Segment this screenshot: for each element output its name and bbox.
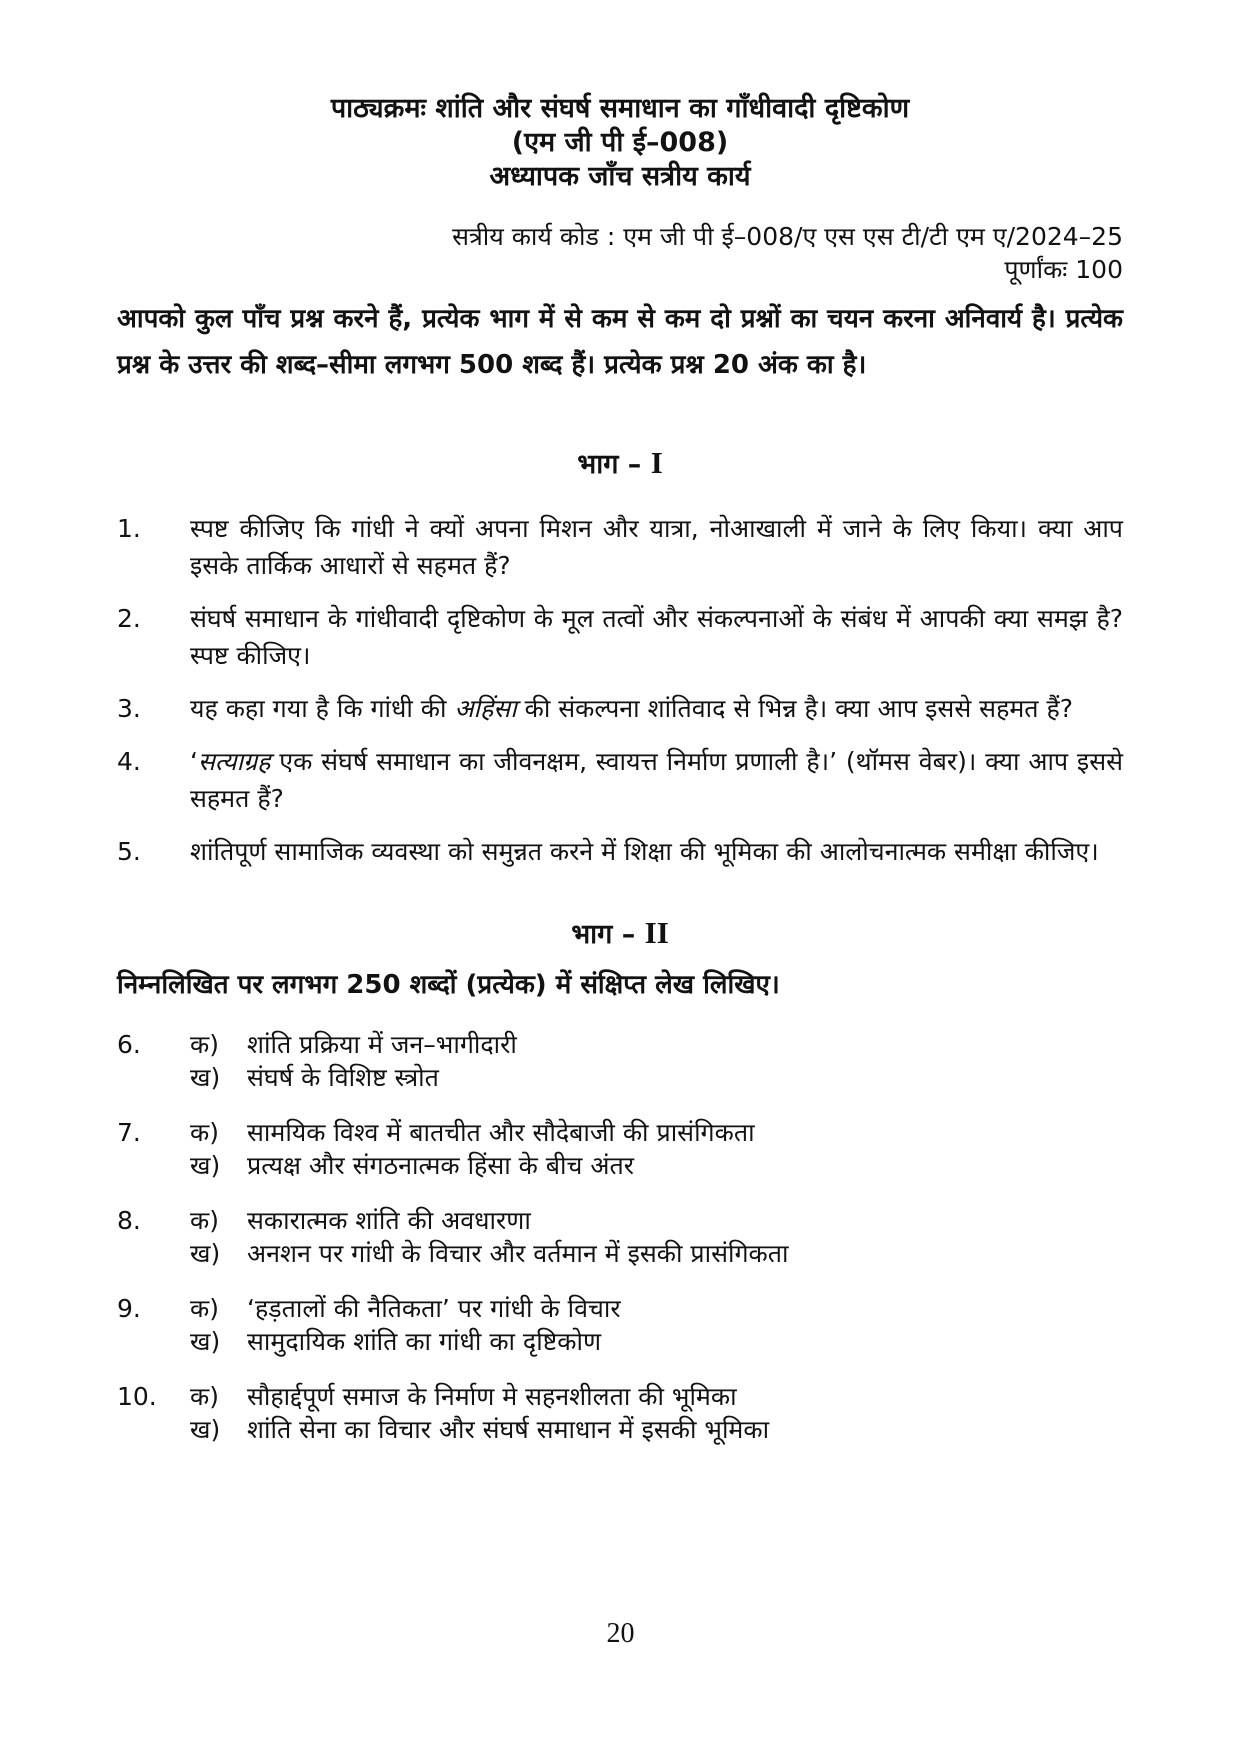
question-text — [190, 600, 1123, 674]
assignment-type-title: अध्यापक जाँच सत्रीय कार्य — [489, 161, 751, 192]
question-item — [117, 1380, 1123, 1446]
sub-question-text: प्रत्यक्ष और संगठनात्मक हिंसा के बीच अंतर — [247, 1151, 634, 1180]
page-number: 20 — [606, 1618, 635, 1649]
question-item — [117, 1028, 1123, 1094]
part1-heading-numeral: I — [650, 445, 663, 480]
part1-heading-label: भाग – — [577, 449, 651, 480]
question-text — [190, 510, 1123, 584]
question-item — [117, 600, 1123, 674]
sub-question-letter: क) — [190, 1030, 219, 1059]
question-item — [117, 833, 1123, 870]
question-text-segment: शांतिपूर्ण सामाजिक व्यवस्था को समुन्नत करने में शिक्षा की भूमिका की आलोचनात्मक समीक्षा कीजिए। — [190, 837, 1099, 866]
sub-question-item — [190, 1116, 1123, 1149]
course-title: पाठ्यक्रमः शांति और संघर्ष समाधान का गाँधीवादी दृष्टिकोण — [330, 93, 910, 124]
sub-question-group — [190, 1028, 1123, 1094]
general-instructions: आपको कुल पाँच प्रश्न करने हैं, प्रत्येक भाग में से कम से कम दो प्रश्नों का चयन करना अनिवार्य है। प्रत्येक प्रश्न के उत्तर की शब्द–सीमा लगभग 500 शब्द हैं। प्रत्येक प्रश्न 20 अंक का है। — [117, 304, 1123, 380]
question-number: 10. — [117, 1382, 157, 1411]
question-item — [117, 690, 1123, 727]
question-number: 2. — [117, 604, 141, 633]
question-text — [190, 743, 1123, 817]
title-block — [117, 92, 1123, 194]
question-text — [190, 690, 1123, 727]
sub-question-item — [190, 1413, 1123, 1446]
sub-question-item — [190, 1061, 1123, 1094]
sub-question-item — [190, 1325, 1123, 1358]
sub-question-item — [190, 1028, 1123, 1061]
question-number: 1. — [117, 514, 141, 543]
sub-question-letter: क) — [190, 1206, 219, 1235]
question-item — [117, 510, 1123, 584]
sub-question-group — [190, 1292, 1123, 1358]
question-text-segment: की संकल्पना शांतिवाद से भिन्न है। क्या आप इससे सहमत हैं? — [516, 694, 1074, 723]
sub-question-item — [190, 1292, 1123, 1325]
part1-heading — [117, 444, 1123, 484]
part2-heading-label: भाग – — [571, 919, 645, 950]
question-text-segment: यह कहा गया है कि गांधी की — [190, 694, 455, 723]
sub-question-letter: ख) — [190, 1063, 221, 1092]
question-number: 6. — [117, 1030, 141, 1059]
question-text-segment: एक संघर्ष समाधान का जीवनक्षम, स्वायत्त निर्माण प्रणाली है।’ (थॉमस वेबर)। क्या आप इससे सहमत हैं? — [190, 747, 1123, 813]
sub-question-text: सामुदायिक शांति का गांधी का दृष्टिकोण — [247, 1327, 602, 1356]
question-item — [117, 743, 1123, 817]
sub-question-group — [190, 1380, 1123, 1446]
part2-instructions: निम्नलिखित पर लगभग 250 शब्दों (प्रत्येक) में संक्षिप्त लेख लिखिए। — [117, 970, 780, 1000]
part2-question-list — [117, 1028, 1123, 1446]
question-text-segment: स्पष्ट कीजिए कि गांधी ने क्यों अपना मिशन और यात्रा, नोआखाली में जाने के लिए किया। क्या आप इसके तार्किक आधारों से सहमत हैं? — [190, 514, 1123, 580]
question-number: 8. — [117, 1206, 141, 1235]
question-text-segment: ‘ — [190, 747, 198, 776]
question-text-italic-segment: सत्याग्रह — [197, 747, 271, 776]
sub-question-text: सौहार्द्दपूर्ण समाज के निर्माण मे सहनशीलता की भूमिका — [247, 1382, 737, 1411]
sub-question-text: शांति प्रक्रिया में जन–भागीदारी — [247, 1030, 517, 1059]
sub-question-text: शांति सेना का विचार और संघर्ष समाधान में इसकी भूमिका — [247, 1415, 770, 1444]
sub-question-text: सकारात्मक शांति की अवधारणा — [247, 1206, 531, 1235]
sub-question-letter: क) — [190, 1118, 219, 1147]
question-number: 5. — [117, 837, 141, 866]
sub-question-text: सामयिक विश्व में बातचीत और सौदेबाजी की प्रासंगिकता — [247, 1118, 755, 1147]
sub-question-text: अनशन पर गांधी के विचार और वर्तमान में इसकी प्रासंगिकता — [247, 1239, 789, 1268]
assignment-code-line: सत्रीय कार्य कोड : एम जी पी ई–008/ए एस एस टी/टी एम ए/2024–25 — [452, 222, 1123, 251]
course-code: (एम जी पी ई–008) — [511, 127, 729, 158]
sub-question-letter: ख) — [190, 1327, 221, 1356]
sub-question-group — [190, 1116, 1123, 1182]
part2-heading — [117, 914, 1123, 954]
part1-question-list — [117, 510, 1123, 870]
question-text-segment: संघर्ष समाधान के गांधीवादी दृष्टिकोण के मूल तत्वों और संकल्पनाओं के संबंध में आपकी क्या समझ है? स्पष्ट कीजिए। — [190, 604, 1123, 670]
question-item — [117, 1292, 1123, 1358]
question-item — [117, 1116, 1123, 1182]
sub-question-item — [190, 1237, 1123, 1270]
sub-question-letter: ख) — [190, 1151, 221, 1180]
sub-question-text: संघर्ष के विशिष्ट स्त्रोत — [247, 1063, 439, 1092]
sub-question-item — [190, 1204, 1123, 1237]
question-number: 7. — [117, 1118, 141, 1147]
sub-question-group — [190, 1204, 1123, 1270]
max-marks-line: पूर्णांकः 100 — [1004, 255, 1123, 284]
question-number: 4. — [117, 747, 141, 776]
sub-question-item — [190, 1380, 1123, 1413]
question-number: 9. — [117, 1294, 141, 1323]
assignment-meta — [117, 220, 1123, 286]
sub-question-letter: क) — [190, 1382, 219, 1411]
question-item — [117, 1204, 1123, 1270]
question-number: 3. — [117, 694, 141, 723]
sub-question-letter: ख) — [190, 1239, 221, 1268]
question-text — [190, 833, 1123, 870]
sub-question-item — [190, 1149, 1123, 1182]
question-text-italic-segment: अहिंसा — [454, 694, 517, 723]
part2-heading-numeral: II — [644, 915, 669, 950]
sub-question-letter: ख) — [190, 1415, 221, 1444]
sub-question-letter: क) — [190, 1294, 219, 1323]
sub-question-text: ‘हड़तालों की नैतिकता’ पर गांधी के विचार — [247, 1294, 621, 1323]
